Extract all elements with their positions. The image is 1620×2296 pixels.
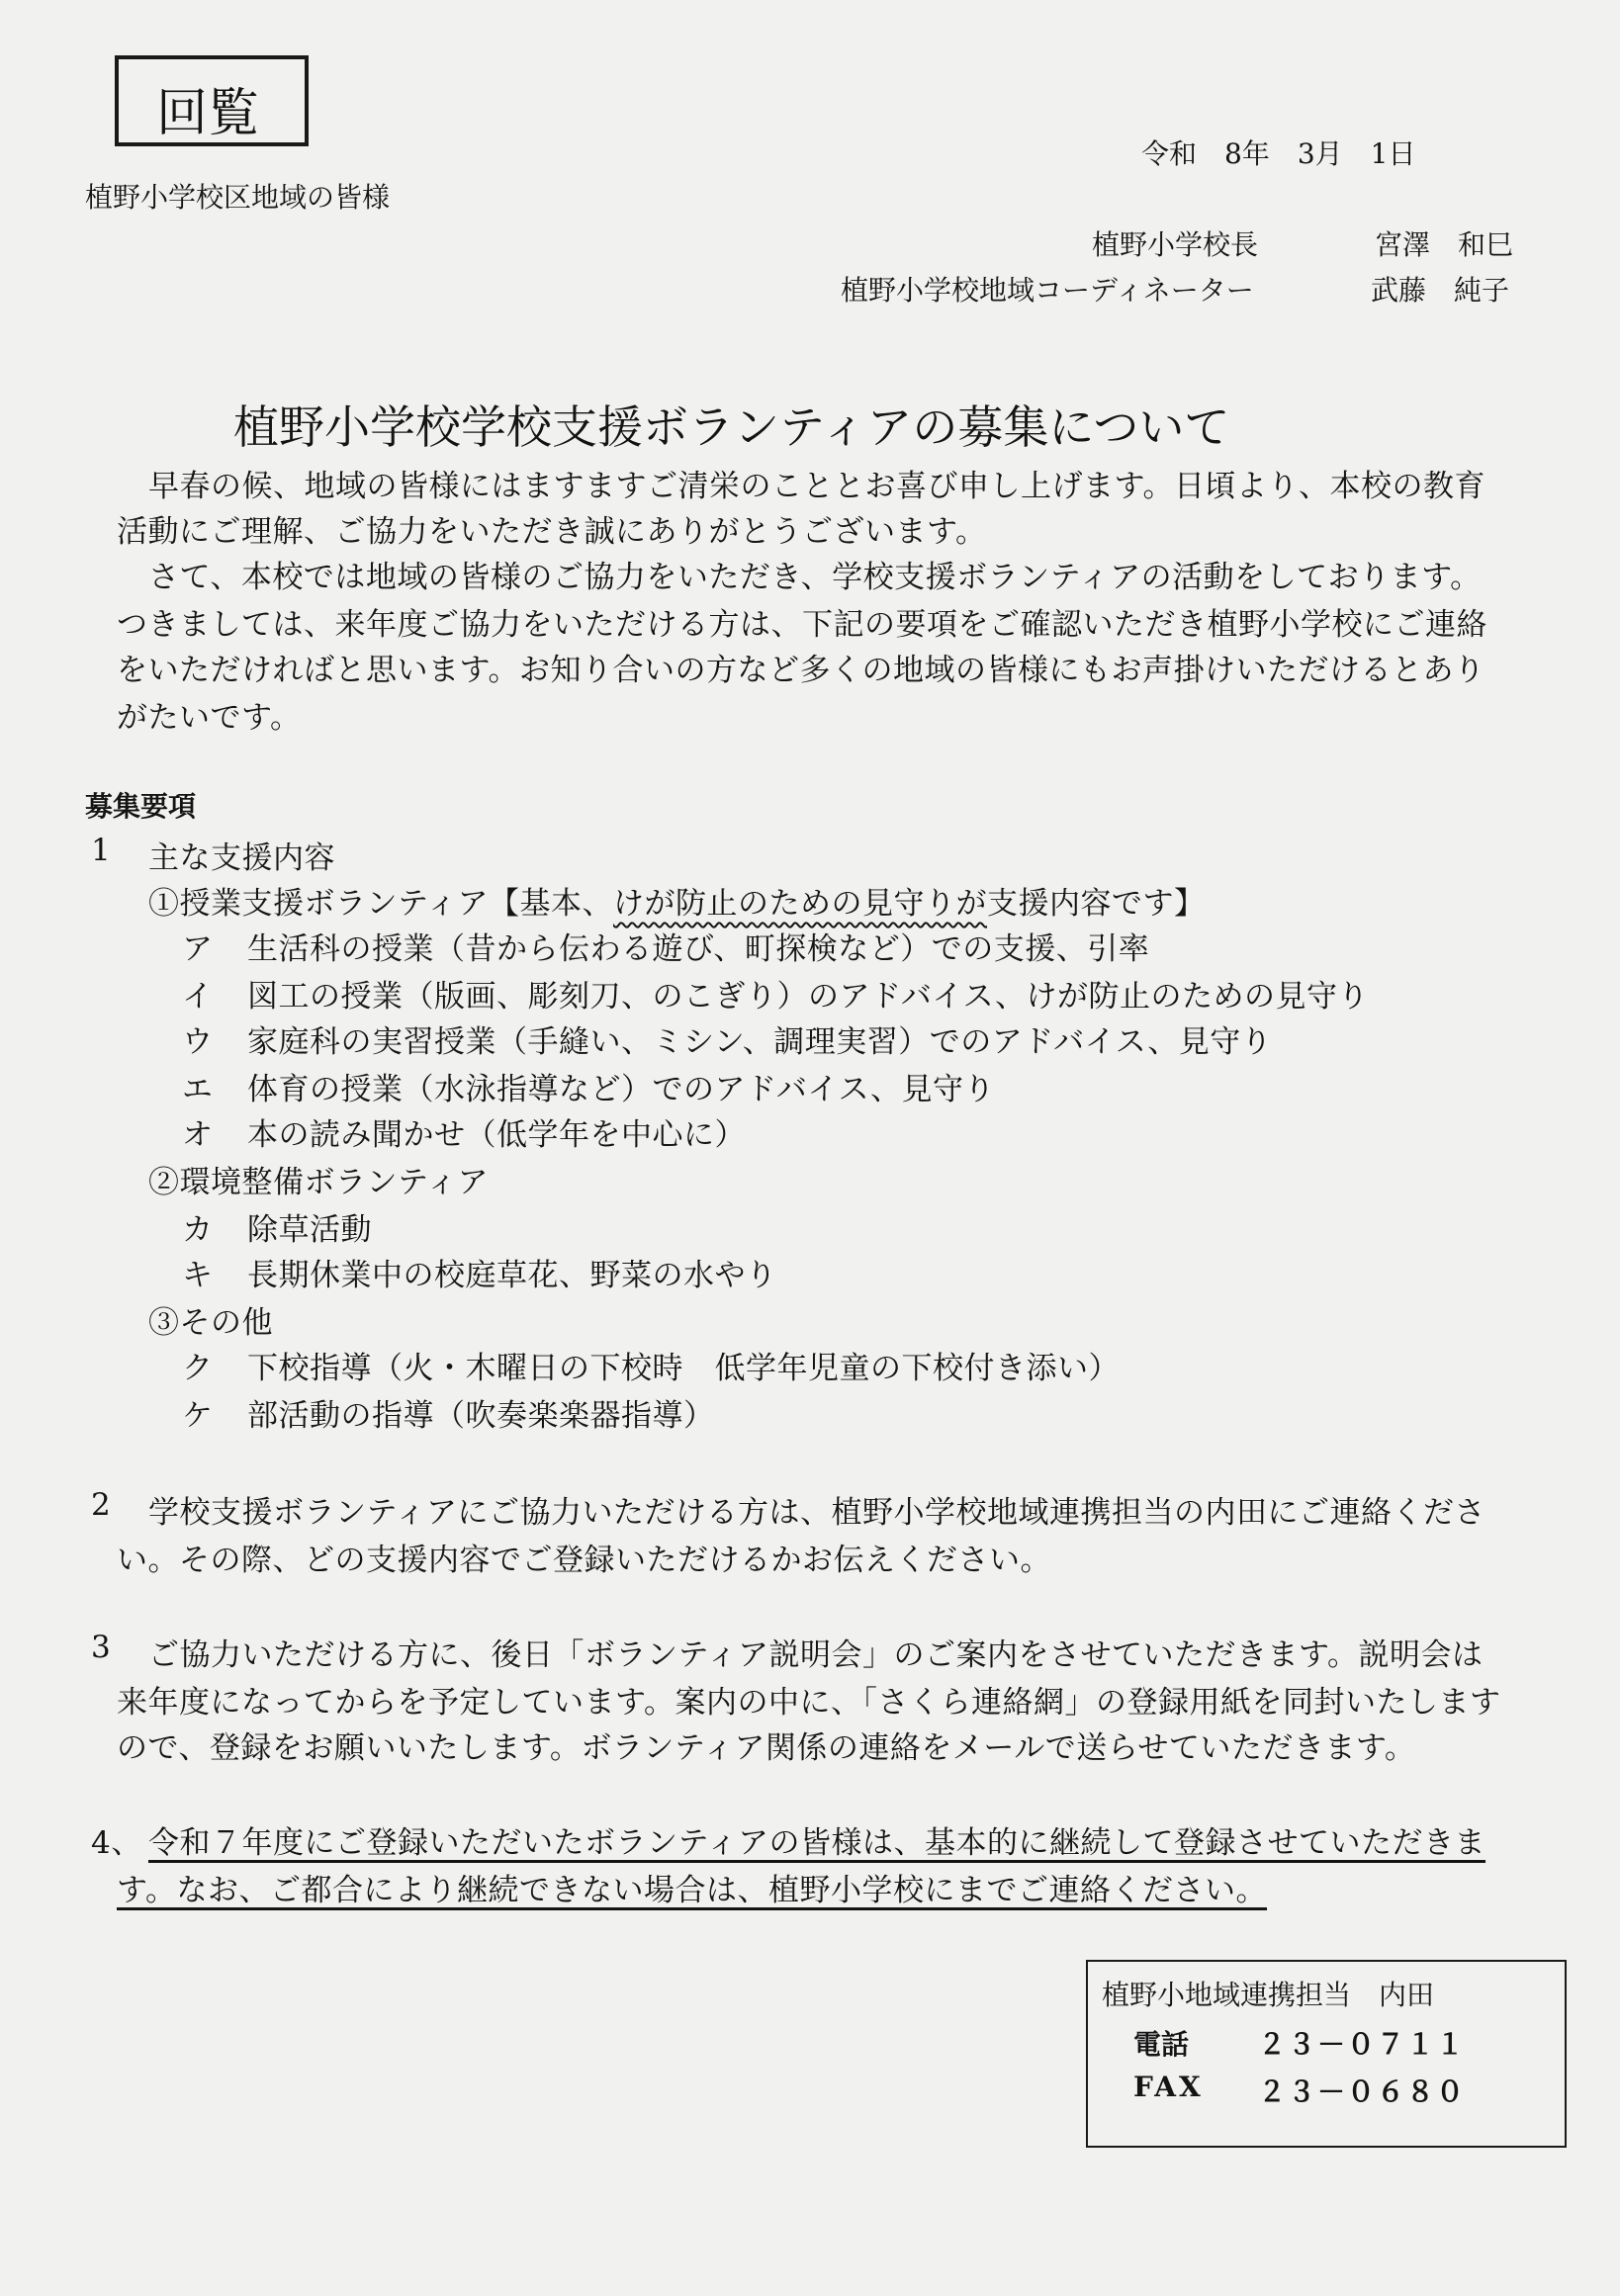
list-item-key: カ xyxy=(182,1212,214,1248)
note-prefix: 【基本、 xyxy=(489,886,614,922)
list-item-key: ウ xyxy=(182,1024,214,1060)
intro-line: さて、本校では地域の皆様のご協力をいただき、学校支援ボランティアの活動をしております。 xyxy=(148,560,1482,595)
list-item-text: 下校指導（火・木曜日の下校時 低学年児童の下校付き添い） xyxy=(247,1351,1120,1386)
contact-title: 植野小地域連携担当 内田 xyxy=(1102,1979,1435,2011)
sender-name-principal: 宮澤 和巳 xyxy=(1375,228,1514,261)
list-item-key: ケ xyxy=(182,1398,214,1434)
list-item-key: エ xyxy=(182,1072,214,1107)
intro-line: 早春の候、地域の皆様にはますますご清栄のこととお喜び申し上げます。日頃より、本校の教育 xyxy=(148,469,1486,504)
intro-line: をいただければと思います。お知り合いの方など多くの地域の皆様にもお声掛けいただけるとあり xyxy=(117,653,1485,688)
stamp-text: 回覧 xyxy=(156,84,260,143)
section-heading: 募集要項 xyxy=(85,790,197,823)
issue-date: 令和 8年 3月 1日 xyxy=(1141,137,1416,170)
list-item-text: 長期休業中の校庭草花、野菜の水やり xyxy=(247,1258,777,1293)
circulation-stamp xyxy=(115,55,309,146)
sender-role-coordinator: 植野小学校地域コーディネーター xyxy=(841,274,1254,307)
list-item-key: イ xyxy=(182,979,214,1015)
sender-name-coordinator: 武藤 純子 xyxy=(1371,274,1510,307)
item-number: 3 xyxy=(91,1630,112,1665)
intro-line: がたいです。 xyxy=(117,700,302,736)
list-item-key: ク xyxy=(182,1351,214,1386)
note-suffix: 支援内容です】 xyxy=(987,886,1206,922)
item-text: 学校支援ボランティアにご協力いただける方は、植野小学校地域連携担当の内田にご連絡くださ xyxy=(148,1495,1486,1531)
list-item-text: 家庭科の実習授業（手縫い、ミシン、調理実習）でのアドバイス、見守り xyxy=(247,1024,1273,1060)
item-text: ので、登録をお願いいたします。ボランティア関係の連絡をメールで送らせていただきます。 xyxy=(117,1730,1416,1766)
subsection-label: ②環境整備ボランティア xyxy=(148,1165,490,1200)
list-item-text: 部活動の指導（吹奏楽楽器指導） xyxy=(247,1398,715,1434)
item-text-underlined: す。なお、ご都合により継続できない場合は、植野小学校にまでご連絡ください。 xyxy=(117,1873,1268,1908)
item-number: 1 xyxy=(91,833,112,868)
phone-label: 電話 xyxy=(1133,2028,1190,2061)
item-text-underlined: 令和７年度にご登録いただいたボランティアの皆様は、基本的に継続して登録させていただきま xyxy=(148,1825,1486,1861)
list-item-key: キ xyxy=(182,1258,214,1293)
item-heading: 主な支援内容 xyxy=(148,840,335,876)
contact-box xyxy=(1086,1960,1567,2148)
item-number: 4、 xyxy=(91,1825,142,1861)
subsection-label-text: ①授業支援ボランティア xyxy=(148,886,490,922)
item-text: 来年度になってからを予定しています。案内の中に、「さくら連絡網」の登録用紙を同封いたします xyxy=(117,1685,1501,1721)
addressee: 植野小学校区地域の皆様 xyxy=(85,181,391,214)
item-text: い。その際、どの支援内容でご登録いただけるかお伝えください。 xyxy=(117,1543,1051,1578)
subsection-label: ③その他 xyxy=(148,1305,273,1341)
list-item-text: 本の読み聞かせ（低学年を中心に） xyxy=(247,1117,746,1153)
list-item-text: 生活科の授業（昔から伝わる遊び、町探検など）での支援、引率 xyxy=(247,931,1150,967)
phone-number: ２３－０７１１ xyxy=(1258,2028,1467,2061)
list-item-text: 体育の授業（水泳指導など）でのアドバイス、見守り xyxy=(247,1072,995,1107)
list-item-text: 除草活動 xyxy=(247,1212,372,1248)
note-emphasis: けが防止のための見守りが xyxy=(613,886,988,922)
list-item-text: 図工の授業（版画、彫刻刀、のこぎり）のアドバイス、けが防止のための見守り xyxy=(247,979,1369,1015)
intro-line: つきましては、来年度ご協力をいただける方は、下記の要項をご確認いただき植野小学校にご連絡 xyxy=(117,607,1487,643)
intro-line: 活動にご理解、ご協力をいただき誠にありがとうございます。 xyxy=(117,514,987,550)
item-text: ご協力いただける方に、後日「ボランティア説明会」のご案内をさせていただきます。説明会は xyxy=(148,1637,1484,1673)
list-item-key: ア xyxy=(182,931,214,967)
subsection-label xyxy=(148,878,1206,923)
fax-number: ２３－０６８０ xyxy=(1258,2075,1467,2108)
item-number: 2 xyxy=(91,1487,112,1523)
fax-label: FAX xyxy=(1133,2071,1204,2103)
list-item-key: オ xyxy=(182,1117,214,1153)
sender-role-principal: 植野小学校長 xyxy=(1092,228,1259,261)
document-title: 植野小学校学校支援ボランティアの募集について xyxy=(233,400,1230,454)
